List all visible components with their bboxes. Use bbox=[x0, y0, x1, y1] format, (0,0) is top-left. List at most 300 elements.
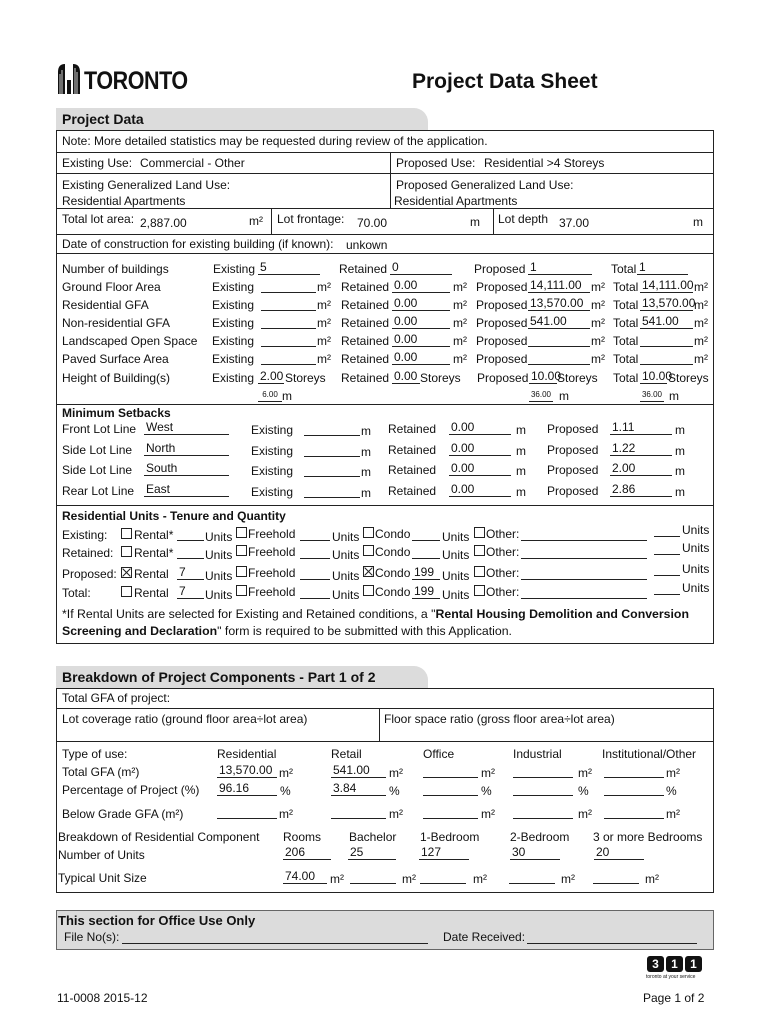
freehold-label: Freehold bbox=[248, 527, 296, 541]
condo-units-label: Units bbox=[442, 569, 470, 583]
other-label: Other: bbox=[486, 566, 520, 580]
below-grade-unit: m² bbox=[279, 807, 293, 821]
freehold-label: Freehold bbox=[248, 566, 296, 580]
gfa-unit: m² bbox=[279, 766, 293, 780]
stat-proposed-field[interactable]: 10.00 bbox=[531, 369, 562, 383]
setback-label: Front Lot Line bbox=[62, 422, 137, 436]
stat-retained-field[interactable]: 0.00 bbox=[392, 370, 420, 384]
condo-units-label: Units bbox=[442, 588, 470, 602]
frontage-value[interactable]: 70.00 bbox=[357, 216, 388, 230]
stat-total-label: Total bbox=[613, 316, 639, 330]
below-grade-field[interactable] bbox=[331, 805, 386, 819]
rental-footnote-line1: *If Rental Units are selected for Existing and Retained conditions, a "Rental Housing Demolition and Conversion bbox=[62, 607, 689, 621]
height-m-field[interactable]: 6.00 bbox=[258, 388, 282, 402]
proposed-use-label: Proposed Use: bbox=[396, 156, 476, 170]
unit-type-header: 1-Bedroom bbox=[420, 830, 480, 844]
stat-row-label: Paved Surface Area bbox=[62, 352, 169, 366]
stat-row-label: Ground Floor Area bbox=[62, 280, 161, 294]
badge-digit: 3 bbox=[647, 956, 664, 972]
setback-retained-label: Retained bbox=[388, 463, 437, 477]
other-units-field[interactable] bbox=[654, 541, 680, 555]
stat-total-field[interactable]: 1 bbox=[637, 261, 688, 275]
stat-proposed-unit: Storeys bbox=[557, 371, 598, 385]
stat-total-field[interactable]: 14,111.00 bbox=[642, 278, 694, 292]
units-title: Residential Units - Tenure and Quantity bbox=[62, 509, 286, 523]
rental-units-field[interactable] bbox=[177, 545, 204, 559]
freehold-checkbox[interactable] bbox=[236, 566, 247, 577]
setback-retained-unit: m bbox=[516, 444, 526, 458]
unit-count-field[interactable]: 206 bbox=[283, 846, 331, 860]
units-row-label: Proposed: bbox=[62, 567, 117, 581]
unit-size-field[interactable] bbox=[350, 870, 396, 884]
other-checkbox[interactable] bbox=[474, 545, 485, 556]
below-grade-unit: m² bbox=[389, 807, 403, 821]
stat-row-label: Landscaped Open Space bbox=[62, 334, 198, 348]
rental-label: Rental bbox=[134, 567, 169, 581]
gfa-field[interactable]: 13,570.00 bbox=[217, 764, 277, 778]
unit-type-header: Bachelor bbox=[349, 830, 397, 844]
stat-existing-field[interactable] bbox=[261, 297, 316, 311]
stat-retained-label: Retained bbox=[341, 334, 390, 348]
percent-sign: % bbox=[481, 784, 492, 798]
setback-retained-unit: m bbox=[516, 464, 526, 478]
setback-retained-label: Retained bbox=[388, 443, 437, 457]
stat-proposed-field[interactable]: 14,111.00 bbox=[528, 279, 590, 293]
other-checkbox[interactable] bbox=[474, 585, 485, 596]
gfa-field[interactable] bbox=[513, 764, 573, 778]
percentage-field[interactable]: 96.16 bbox=[217, 782, 277, 796]
lot-area-value[interactable]: 2,887.00 bbox=[140, 216, 187, 230]
rental-label: Rental* bbox=[134, 546, 174, 560]
stat-retained-unit: m² bbox=[453, 334, 467, 348]
rental-units-label: Units bbox=[205, 548, 233, 562]
setbacks-title: Minimum Setbacks bbox=[62, 406, 171, 420]
stat-existing-unit: Storeys bbox=[285, 371, 326, 385]
other-checkbox[interactable] bbox=[474, 527, 485, 538]
stat-retained-field[interactable]: 0 bbox=[390, 261, 452, 275]
setback-proposed-field[interactable]: 2.86 bbox=[610, 483, 672, 497]
office-title: This section for Office Use Only bbox=[58, 913, 256, 928]
note-text: Note: More detailed statistics may be requested during review of the application. bbox=[62, 134, 488, 148]
freehold-units-label: Units bbox=[332, 530, 360, 544]
use-type-header: Retail bbox=[331, 747, 362, 761]
setback-proposed-field[interactable]: 2.00 bbox=[610, 462, 672, 476]
condo-checkbox[interactable] bbox=[363, 545, 374, 556]
page-number: Page 1 of 2 bbox=[643, 991, 705, 1005]
number-of-units-label: Number of Units bbox=[58, 848, 145, 862]
condo-checkbox[interactable] bbox=[363, 527, 374, 538]
stat-retained-unit: m² bbox=[453, 352, 467, 366]
freehold-label: Freehold bbox=[248, 545, 296, 559]
stat-total-field[interactable]: 10.00 bbox=[642, 369, 673, 383]
unit-count-field[interactable]: 127 bbox=[419, 846, 469, 860]
stat-total-label: Total bbox=[613, 334, 639, 348]
stat-proposed-field[interactable]: 13,570.00 bbox=[528, 297, 590, 311]
units-row-label: Total: bbox=[62, 586, 91, 600]
unit-size-field[interactable] bbox=[509, 870, 555, 884]
units-row-label: Retained: bbox=[62, 546, 114, 560]
rental-label: Rental* bbox=[134, 528, 174, 542]
stat-total-unit: m² bbox=[694, 298, 708, 312]
stat-retained-field[interactable]: 0.00 bbox=[392, 315, 450, 329]
setback-direction[interactable]: West bbox=[144, 421, 229, 435]
frontage-unit: m bbox=[470, 215, 480, 229]
stat-proposed-label: Proposed bbox=[476, 316, 528, 330]
setback-label: Side Lot Line bbox=[62, 463, 133, 477]
freehold-units-field[interactable] bbox=[300, 545, 330, 559]
other-units-label: Units bbox=[682, 581, 710, 595]
stat-existing-field[interactable]: 5 bbox=[258, 261, 320, 275]
file-no-label: File No(s): bbox=[64, 930, 120, 944]
stat-existing-label: Existing bbox=[212, 334, 255, 348]
condo-label: Condo bbox=[375, 566, 411, 580]
setback-proposed-field[interactable]: 1.11 bbox=[610, 421, 672, 435]
setback-proposed-label: Proposed bbox=[547, 443, 599, 457]
stat-existing-label: Existing bbox=[212, 371, 255, 385]
height-m-unit: m bbox=[559, 389, 569, 403]
condo-units-label: Units bbox=[442, 548, 470, 562]
stat-existing-label: Existing bbox=[212, 280, 255, 294]
stat-total-field[interactable] bbox=[640, 351, 693, 365]
setback-proposed-unit: m bbox=[675, 444, 685, 458]
percent-sign: % bbox=[389, 784, 400, 798]
setback-existing-unit: m bbox=[361, 445, 371, 459]
setback-existing-label: Existing bbox=[251, 464, 294, 478]
use-type-header: Office bbox=[423, 747, 455, 761]
use-type-header: Institutional/Other bbox=[602, 747, 697, 761]
setback-existing-label: Existing bbox=[251, 423, 294, 437]
setback-existing-unit: m bbox=[361, 424, 371, 438]
depth-value[interactable]: 37.00 bbox=[559, 216, 590, 230]
existing-use-value[interactable]: Commercial - Other bbox=[140, 156, 245, 170]
rental-units-label: Units bbox=[205, 530, 233, 544]
frontage-label: Lot frontage: bbox=[277, 212, 345, 226]
date-received-label: Date Received: bbox=[443, 930, 526, 944]
setback-existing-unit: m bbox=[361, 486, 371, 500]
rental-checkbox[interactable] bbox=[121, 586, 132, 597]
rental-units-label: Units bbox=[205, 569, 233, 583]
rental-footnote-line2: Screening and Declaration" form is required to be submitted with this Application. bbox=[62, 624, 512, 638]
condo-checkbox[interactable] bbox=[363, 566, 374, 577]
construction-label: Date of construction for existing building (if known): bbox=[62, 237, 334, 251]
percentage-field[interactable] bbox=[604, 782, 664, 796]
stat-existing-field[interactable] bbox=[261, 351, 316, 365]
stat-proposed-field[interactable] bbox=[528, 333, 590, 347]
setback-direction[interactable]: East bbox=[144, 483, 229, 497]
stat-retained-unit: m² bbox=[453, 316, 467, 330]
stat-existing-field[interactable] bbox=[261, 333, 316, 347]
use-type-header: Residential bbox=[217, 747, 277, 761]
form-number: 11-0008 2015-12 bbox=[57, 991, 148, 1005]
condo-units-field[interactable]: 199 bbox=[412, 566, 440, 580]
stat-proposed-field[interactable] bbox=[528, 351, 590, 365]
total-gfa-row-label: Total GFA (m²) bbox=[62, 765, 140, 779]
freehold-units-label: Units bbox=[332, 569, 360, 583]
stat-total-field[interactable] bbox=[640, 333, 693, 347]
stat-proposed-label: Proposed bbox=[476, 280, 528, 294]
unit-type-header: 3 or more Bedrooms bbox=[593, 830, 703, 844]
total-gfa-label: Total GFA of project: bbox=[62, 691, 171, 705]
stat-row-label: Residential GFA bbox=[62, 298, 149, 312]
other-units-label: Units bbox=[682, 541, 710, 555]
proposed-land-label: Proposed Generalized Land Use: bbox=[396, 178, 574, 192]
setback-label: Rear Lot Line bbox=[62, 484, 135, 498]
stat-proposed-label: Proposed bbox=[476, 352, 528, 366]
freehold-checkbox[interactable] bbox=[236, 527, 247, 538]
rental-units-label: Units bbox=[205, 588, 233, 602]
freehold-label: Freehold bbox=[248, 585, 296, 599]
rental-units-field[interactable]: 7 bbox=[177, 585, 204, 599]
stat-retained-field[interactable]: 0.00 bbox=[392, 297, 450, 311]
percent-sign: % bbox=[666, 784, 677, 798]
stat-existing-label: Existing bbox=[212, 298, 255, 312]
typical-unit-size-label: Typical Unit Size bbox=[58, 871, 147, 885]
setback-existing-unit: m bbox=[361, 465, 371, 479]
stat-total-unit: m² bbox=[694, 280, 708, 294]
stat-proposed-unit: m² bbox=[591, 316, 605, 330]
unit-count-field[interactable]: 25 bbox=[348, 846, 396, 860]
depth-unit: m bbox=[693, 215, 703, 229]
existing-land-value[interactable]: Residential Apartments bbox=[62, 194, 186, 208]
stat-proposed-unit: m² bbox=[591, 334, 605, 348]
rental-checkbox[interactable] bbox=[121, 567, 132, 578]
freehold-units-field[interactable] bbox=[300, 527, 330, 541]
lot-area-unit: m² bbox=[249, 214, 263, 228]
file-no-field[interactable] bbox=[122, 930, 428, 944]
stat-proposed-label: Proposed bbox=[474, 262, 526, 276]
freehold-checkbox[interactable] bbox=[236, 585, 247, 596]
stat-retained-label: Retained bbox=[341, 371, 390, 385]
unit-size-unit: m² bbox=[402, 872, 416, 886]
other-label: Other: bbox=[486, 585, 520, 599]
below-grade-field[interactable] bbox=[513, 805, 573, 819]
setback-existing-field[interactable] bbox=[304, 422, 360, 436]
below-grade-unit: m² bbox=[578, 807, 592, 821]
setback-label: Side Lot Line bbox=[62, 443, 133, 457]
stat-total-label: Total bbox=[613, 352, 639, 366]
stat-proposed-label: Proposed bbox=[477, 371, 529, 385]
other-label: Other: bbox=[486, 545, 520, 559]
setback-proposed-unit: m bbox=[675, 423, 685, 437]
lot-coverage-label: Lot coverage ratio (ground floor area÷lot area) bbox=[62, 712, 308, 726]
other-type-field[interactable] bbox=[521, 566, 647, 580]
stat-proposed-unit: m² bbox=[591, 280, 605, 294]
setback-retained-label: Retained bbox=[388, 484, 437, 498]
unit-type-header: Rooms bbox=[283, 830, 322, 844]
height-m-unit: m bbox=[282, 389, 292, 403]
stat-retained-field[interactable]: 0.00 bbox=[392, 351, 450, 365]
unit-count-field[interactable]: 20 bbox=[594, 846, 644, 860]
stat-existing-field[interactable]: 2.00 bbox=[260, 369, 284, 383]
stat-total-unit: m² bbox=[694, 334, 708, 348]
setback-direction[interactable]: North bbox=[144, 442, 229, 456]
stat-total-field[interactable]: 541.00 bbox=[640, 315, 693, 329]
freehold-units-field[interactable] bbox=[300, 566, 330, 580]
stat-total-unit: m² bbox=[694, 316, 708, 330]
freehold-units-label: Units bbox=[332, 548, 360, 562]
below-grade-field[interactable] bbox=[217, 805, 277, 819]
gfa-unit: m² bbox=[389, 766, 403, 780]
stat-existing-field[interactable] bbox=[261, 279, 316, 293]
city-hall-icon bbox=[56, 62, 82, 94]
stat-proposed-unit: m² bbox=[591, 352, 605, 366]
freehold-checkbox[interactable] bbox=[236, 545, 247, 556]
unit-type-header: 2-Bedroom bbox=[510, 830, 570, 844]
unit-count-field[interactable]: 30 bbox=[510, 846, 560, 860]
unit-size-unit: m² bbox=[645, 872, 659, 886]
stat-retained-unit: m² bbox=[453, 280, 467, 294]
rental-checkbox[interactable] bbox=[121, 528, 132, 539]
stat-existing-label: Existing bbox=[212, 352, 255, 366]
height-m-field[interactable]: 36.00 bbox=[529, 388, 553, 402]
page-title: Project Data Sheet bbox=[412, 70, 598, 93]
stat-retained-unit: m² bbox=[453, 298, 467, 312]
unit-size-field[interactable]: 74.00 bbox=[283, 870, 327, 884]
setback-proposed-label: Proposed bbox=[547, 484, 599, 498]
other-type-field[interactable] bbox=[521, 545, 647, 559]
other-units-field[interactable] bbox=[654, 523, 680, 537]
below-grade-unit: m² bbox=[666, 807, 680, 821]
condo-label: Condo bbox=[375, 545, 411, 559]
setback-proposed-unit: m bbox=[675, 485, 685, 499]
fsr-label: Floor space ratio (gross floor area÷lot area) bbox=[384, 712, 615, 726]
stat-proposed-field[interactable]: 541.00 bbox=[528, 315, 590, 329]
gfa-unit: m² bbox=[578, 766, 592, 780]
setback-proposed-unit: m bbox=[675, 464, 685, 478]
unit-size-unit: m² bbox=[330, 872, 344, 886]
rental-checkbox[interactable] bbox=[121, 546, 132, 557]
stat-retained-field[interactable]: 0.00 bbox=[392, 333, 450, 347]
unit-size-unit: m² bbox=[561, 872, 575, 886]
stat-total-unit: m² bbox=[694, 352, 708, 366]
logo-wordmark: TORONTO bbox=[84, 67, 188, 95]
setback-existing-field[interactable] bbox=[304, 463, 360, 477]
use-type-header: Industrial bbox=[513, 747, 562, 761]
stat-retained-label: Retained bbox=[341, 352, 390, 366]
badge-digit: 1 bbox=[685, 956, 702, 972]
stat-retained-field[interactable]: 0.00 bbox=[392, 279, 450, 293]
condo-checkbox[interactable] bbox=[363, 585, 374, 596]
other-units-label: Units bbox=[682, 523, 710, 537]
stat-existing-unit: m² bbox=[317, 280, 331, 294]
residential-breakdown-label: Breakdown of Residential Component bbox=[58, 830, 260, 844]
stat-total-field[interactable]: 13,570.00 bbox=[642, 296, 696, 310]
badge-311 bbox=[647, 956, 702, 972]
gfa-field[interactable] bbox=[423, 764, 478, 778]
setback-proposed-label: Proposed bbox=[547, 422, 599, 436]
percent-sign: % bbox=[280, 784, 291, 798]
setback-retained-field[interactable]: 0.00 bbox=[449, 442, 511, 456]
unit-size-field[interactable] bbox=[593, 870, 639, 884]
other-units-field[interactable] bbox=[654, 562, 680, 576]
stat-retained-label: Retained bbox=[339, 262, 388, 276]
other-checkbox[interactable] bbox=[474, 566, 485, 577]
height-m-field[interactable]: 36.00 bbox=[640, 388, 664, 402]
toronto-logo bbox=[56, 60, 205, 94]
condo-label: Condo bbox=[375, 585, 411, 599]
stat-existing-unit: m² bbox=[317, 352, 331, 366]
freehold-units-field[interactable] bbox=[300, 585, 330, 599]
setback-retained-field[interactable]: 0.00 bbox=[449, 462, 511, 476]
condo-label: Condo bbox=[375, 527, 411, 541]
depth-label: Lot depth bbox=[498, 212, 549, 226]
section-tab-project-data: Project Data bbox=[56, 108, 428, 130]
percentage-field[interactable] bbox=[423, 782, 478, 796]
gfa-field[interactable] bbox=[604, 764, 664, 778]
stat-proposed-label: Proposed bbox=[476, 298, 528, 312]
percent-sign: % bbox=[578, 784, 589, 798]
setback-existing-field[interactable] bbox=[304, 484, 360, 498]
unit-size-field[interactable] bbox=[420, 870, 466, 884]
stat-total-unit: Storeys bbox=[668, 371, 709, 385]
badge-tagline: toronto at your service bbox=[646, 974, 696, 980]
construction-value[interactable]: unkown bbox=[346, 238, 388, 252]
proposed-use-value[interactable]: Residential >4 Storeys bbox=[484, 156, 605, 170]
below-grade-field[interactable] bbox=[604, 805, 664, 819]
rental-units-field[interactable]: 7 bbox=[177, 566, 204, 580]
setback-existing-label: Existing bbox=[251, 485, 294, 499]
setback-existing-field[interactable] bbox=[304, 443, 360, 457]
rental-units-field[interactable] bbox=[177, 527, 204, 541]
stat-existing-field[interactable] bbox=[261, 315, 316, 329]
condo-units-field[interactable]: 199 bbox=[412, 585, 440, 599]
stat-existing-label: Existing bbox=[212, 316, 255, 330]
stat-row-label: Non-residential GFA bbox=[62, 316, 171, 330]
height-m-unit: m bbox=[669, 389, 679, 403]
percentage-field[interactable] bbox=[513, 782, 573, 796]
stat-existing-unit: m² bbox=[317, 334, 331, 348]
stat-total-label: Total bbox=[613, 298, 639, 312]
unit-size-unit: m² bbox=[473, 872, 487, 886]
gfa-unit: m² bbox=[666, 766, 680, 780]
below-grade-row-label: Below Grade GFA (m²) bbox=[62, 807, 184, 821]
condo-units-field[interactable] bbox=[412, 527, 440, 541]
stat-retained-label: Retained bbox=[341, 298, 390, 312]
proposed-land-value[interactable]: Residential Apartments bbox=[394, 194, 518, 208]
below-grade-field[interactable] bbox=[423, 805, 478, 819]
below-grade-unit: m² bbox=[481, 807, 495, 821]
stat-row-label: Height of Building(s) bbox=[62, 371, 171, 385]
freehold-units-label: Units bbox=[332, 588, 360, 602]
stat-existing-unit: m² bbox=[317, 316, 331, 330]
other-label: Other: bbox=[486, 527, 520, 541]
stat-total-label: Total bbox=[611, 262, 637, 276]
stat-proposed-field[interactable]: 1 bbox=[528, 261, 592, 275]
section-tab-breakdown: Breakdown of Project Components - Part 1 of 2 bbox=[56, 666, 428, 688]
stat-total-label: Total bbox=[613, 371, 639, 385]
stat-proposed-unit: m² bbox=[591, 298, 605, 312]
other-type-field[interactable] bbox=[521, 527, 647, 541]
stat-total-label: Total bbox=[613, 280, 639, 294]
stat-existing-label: Existing bbox=[213, 262, 256, 276]
condo-units-field[interactable] bbox=[412, 545, 440, 559]
stat-retained-label: Retained bbox=[341, 280, 390, 294]
other-units-field[interactable] bbox=[654, 581, 680, 595]
setback-retained-field[interactable]: 0.00 bbox=[449, 483, 511, 497]
stat-retained-unit: Storeys bbox=[420, 371, 461, 385]
setback-proposed-field[interactable]: 1.22 bbox=[610, 442, 672, 456]
stat-row-label: Number of buildings bbox=[62, 262, 169, 276]
other-type-field[interactable] bbox=[521, 585, 647, 599]
stat-existing-unit: m² bbox=[317, 298, 331, 312]
other-units-label: Units bbox=[682, 562, 710, 576]
badge-digit: 1 bbox=[666, 956, 683, 972]
setback-direction[interactable]: South bbox=[144, 462, 229, 476]
percentage-field[interactable]: 3.84 bbox=[331, 782, 386, 796]
gfa-field[interactable]: 541.00 bbox=[331, 764, 386, 778]
date-received-field[interactable] bbox=[527, 930, 697, 944]
setback-retained-field[interactable]: 0.00 bbox=[449, 421, 511, 435]
